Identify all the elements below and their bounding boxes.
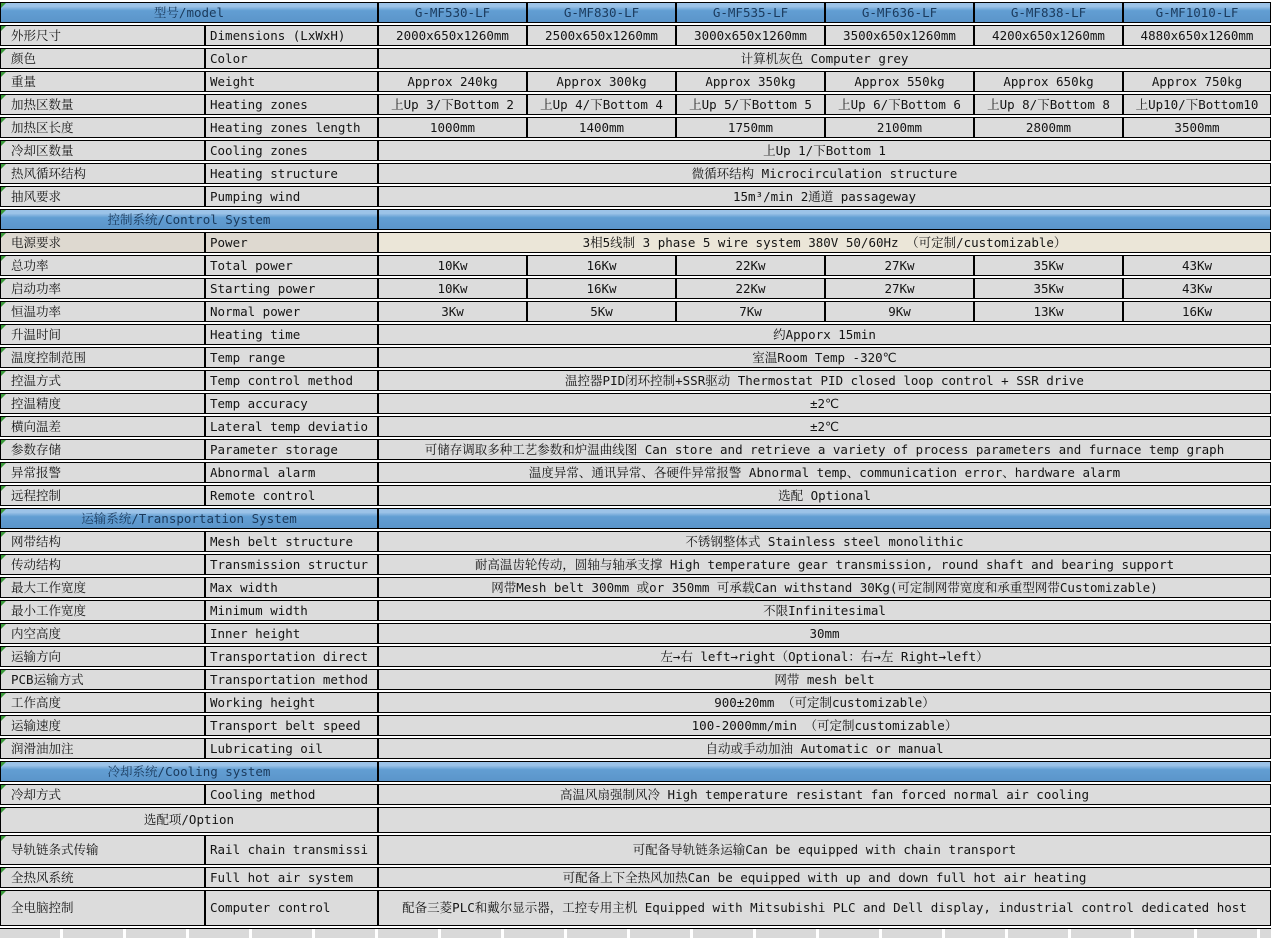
spec-value: Approx 300kg: [527, 71, 676, 92]
spec-label-cn: 运输速度: [0, 715, 205, 736]
spec-value: 2100mm: [825, 117, 974, 138]
spec-label-en: Cooling zones: [205, 140, 378, 161]
model-name: G-MF830-LF: [527, 2, 676, 23]
table-row: [0, 439, 1271, 460]
table-row: [0, 324, 1271, 345]
model-name: G-MF1010-LF: [1123, 2, 1271, 23]
spec-label-en: Temp control method: [205, 370, 378, 391]
spec-label-en: Transport belt speed: [205, 715, 378, 736]
table-row: [0, 600, 1271, 621]
table-row: [0, 301, 1271, 322]
spec-value: 3000x650x1260mm: [676, 25, 825, 46]
spec-label-en: Heating structure: [205, 163, 378, 184]
spec-label-cn: 冷却区数量: [0, 140, 205, 161]
spec-label-cn: 控温方式: [0, 370, 205, 391]
spec-value: 网带 mesh belt: [378, 669, 1271, 690]
spec-value: 27Kw: [825, 278, 974, 299]
section-row-control-system: [0, 209, 1271, 230]
table-row: [0, 25, 1271, 46]
spec-value: 计算机灰色 Computer grey: [378, 48, 1271, 69]
spec-label-cn: 全电脑控制: [0, 890, 205, 926]
spec-label-en: Abnormal alarm: [205, 462, 378, 483]
spec-value: 35Kw: [974, 255, 1123, 276]
table-row: [0, 278, 1271, 299]
spec-value: 35Kw: [974, 278, 1123, 299]
spec-label-en: Remote control: [205, 485, 378, 506]
spec-label-cn: 全热风系统: [0, 867, 205, 888]
section-row-transportation-system: [0, 508, 1271, 529]
spec-label-cn: 参数存储: [0, 439, 205, 460]
spec-label-cn: 润滑油加注: [0, 738, 205, 759]
model-header-row: [0, 2, 1271, 23]
spec-value: 13Kw: [974, 301, 1123, 322]
spec-label-cn: 温度控制范围: [0, 347, 205, 368]
spec-value: 1400mm: [527, 117, 676, 138]
spec-value: ±2℃: [378, 416, 1271, 437]
spec-label-en: Starting power: [205, 278, 378, 299]
spec-value: Approx 240kg: [378, 71, 527, 92]
spec-label-cn: 升温时间: [0, 324, 205, 345]
section-title: 控制系统/Control System: [0, 209, 378, 230]
table-row: [0, 255, 1271, 276]
spec-label-en: Lubricating oil: [205, 738, 378, 759]
table-row: [0, 140, 1271, 161]
section-filler: [378, 508, 1271, 529]
spec-value: 高温风扇强制风冷 High temperature resistant fan forced normal air cooling: [378, 784, 1271, 805]
spec-value: 10Kw: [378, 255, 527, 276]
spec-label-cn: 异常报警: [0, 462, 205, 483]
table-row: [0, 715, 1271, 736]
spec-value: 16Kw: [1123, 301, 1271, 322]
table-row: [0, 393, 1271, 414]
spec-value: Approx 650kg: [974, 71, 1123, 92]
spec-label-en: Transportation direct: [205, 646, 378, 667]
table-row: [0, 577, 1271, 598]
spec-value: 上Up 4/下Bottom 4: [527, 94, 676, 115]
spec-value: 室温Room Temp -320℃: [378, 347, 1271, 368]
spec-label-cn: 导轨链条式传输: [0, 835, 205, 865]
model-header-label: 型号/model: [0, 2, 378, 23]
spec-label-en: Color: [205, 48, 378, 69]
spec-label-en: Temp accuracy: [205, 393, 378, 414]
spec-value: 可配备导轨链条运输Can be equipped with chain transport: [378, 835, 1271, 865]
table-row: [0, 71, 1271, 92]
spec-value: 耐高温齿轮传动，圆轴与轴承支撑 High temperature gear transmission, round shaft and bearing support: [378, 554, 1271, 575]
table-row: [0, 186, 1271, 207]
spec-value: 22Kw: [676, 255, 825, 276]
table-row: [0, 646, 1271, 667]
table-row: [0, 531, 1271, 552]
spec-value: 温控器PID闭环控制+SSR驱动 Thermostat PID closed loop control + SSR drive: [378, 370, 1271, 391]
spec-value: 2800mm: [974, 117, 1123, 138]
spec-value: Approx 550kg: [825, 71, 974, 92]
spec-value: 10Kw: [378, 278, 527, 299]
spec-value: 2000x650x1260mm: [378, 25, 527, 46]
spec-value: 3500mm: [1123, 117, 1271, 138]
spec-label-en: Working height: [205, 692, 378, 713]
spec-label-cn: 总功率: [0, 255, 205, 276]
table-row: [0, 890, 1271, 926]
spec-value: 16Kw: [527, 278, 676, 299]
spec-value: 上Up 3/下Bottom 2: [378, 94, 527, 115]
model-name: G-MF530-LF: [378, 2, 527, 23]
spec-value: 温度异常、通讯异常、各硬件异常报警 Abnormal temp、communication error、hardware alarm: [378, 462, 1271, 483]
spec-label-cn: 重量: [0, 71, 205, 92]
spec-value: 配备三菱PLC和戴尔显示器，工控专用主机 Equipped with Mitsubishi PLC and Dell display, industrial control dedicated host: [378, 890, 1271, 926]
spec-label-cn: 冷却方式: [0, 784, 205, 805]
section-title: 运输系统/Transportation System: [0, 508, 378, 529]
spec-value: 4880x650x1260mm: [1123, 25, 1271, 46]
spec-value: ±2℃: [378, 393, 1271, 414]
spec-value: 可配备上下全热风加热Can be equipped with up and down full hot air heating: [378, 867, 1271, 888]
table-row: [0, 738, 1271, 759]
spec-value: 上Up 5/下Bottom 5: [676, 94, 825, 115]
section-filler: [378, 209, 1271, 230]
spec-label-cn: 颜色: [0, 48, 205, 69]
spec-value: 3相5线制 3 phase 5 wire system 380V 50/60Hz （可定制/customizable）: [378, 232, 1271, 253]
section-filler: [378, 761, 1271, 782]
spec-value: 3500x650x1260mm: [825, 25, 974, 46]
spec-label-cn: 恒温功率: [0, 301, 205, 322]
spec-value: 不限Infinitesimal: [378, 600, 1271, 621]
table-row: [0, 867, 1271, 888]
spec-label-en: Rail chain transmissi: [205, 835, 378, 865]
spec-value: 2500x650x1260mm: [527, 25, 676, 46]
spec-label-en: Weight: [205, 71, 378, 92]
spec-value: 43Kw: [1123, 278, 1271, 299]
spec-value: 7Kw: [676, 301, 825, 322]
spec-value: 1750mm: [676, 117, 825, 138]
table-row: [0, 835, 1271, 865]
spec-label-cn: 抽风要求: [0, 186, 205, 207]
spec-label-cn: 运输方向: [0, 646, 205, 667]
spec-value: 约Apporx 15min: [378, 324, 1271, 345]
spec-value: 上Up 8/下Bottom 8: [974, 94, 1123, 115]
spec-value: 1000mm: [378, 117, 527, 138]
spec-value: 网带Mesh belt 300mm 或or 350mm 可承载Can withstand 30Kg(可定制网带宽度和承重型网带Customizable): [378, 577, 1271, 598]
spec-value: Approx 350kg: [676, 71, 825, 92]
spec-label-en: Mesh belt structure: [205, 531, 378, 552]
spec-label-en: Full hot air system: [205, 867, 378, 888]
spec-label-cn: 工作高度: [0, 692, 205, 713]
spec-label-en: Inner height: [205, 623, 378, 644]
table-row: [0, 784, 1271, 805]
spec-label-cn: 网带结构: [0, 531, 205, 552]
spec-label-cn: 热风循环结构: [0, 163, 205, 184]
spec-value: 30mm: [378, 623, 1271, 644]
spec-label-cn: 控温精度: [0, 393, 205, 414]
spec-label-cn: 启动功率: [0, 278, 205, 299]
spec-label-cn: 加热区长度: [0, 117, 205, 138]
spec-label-en: Heating zones: [205, 94, 378, 115]
spec-value: 100-2000mm/min （可定制customizable）: [378, 715, 1271, 736]
spec-value: 左→右 left→right（Optional：右→左 Right→left）: [378, 646, 1271, 667]
spec-label-en: Lateral temp deviatio: [205, 416, 378, 437]
model-name: G-MF636-LF: [825, 2, 974, 23]
spec-value: 22Kw: [676, 278, 825, 299]
table-row: [0, 163, 1271, 184]
spec-label-en: Power: [205, 232, 378, 253]
spec-label-en: Parameter storage: [205, 439, 378, 460]
partial-next-row: [0, 928, 1271, 938]
spec-label-en: Minimum width: [205, 600, 378, 621]
spec-label-cn: 最小工作宽度: [0, 600, 205, 621]
spec-label-en: Transmission structur: [205, 554, 378, 575]
subsection-row-option: [0, 807, 1271, 833]
table-row: [0, 370, 1271, 391]
spec-value: 3Kw: [378, 301, 527, 322]
spec-value: 选配 Optional: [378, 485, 1271, 506]
table-row: [0, 94, 1271, 115]
spec-label-cn: 最大工作宽度: [0, 577, 205, 598]
spec-label-en: Pumping wind: [205, 186, 378, 207]
subsection-filler: [378, 807, 1271, 833]
spec-value: 自动或手动加油 Automatic or manual: [378, 738, 1271, 759]
table-row: [0, 347, 1271, 368]
spec-label-en: Temp range: [205, 347, 378, 368]
spec-value: 微循环结构 Microcirculation structure: [378, 163, 1271, 184]
spec-label-cn: 外形尺寸: [0, 25, 205, 46]
spec-label-cn: 传动结构: [0, 554, 205, 575]
table-row: [0, 232, 1271, 253]
spec-label-en: Computer control: [205, 890, 378, 926]
spec-value: 上Up 6/下Bottom 6: [825, 94, 974, 115]
spec-value: 5Kw: [527, 301, 676, 322]
table-row: [0, 669, 1271, 690]
spec-label-cn: 加热区数量: [0, 94, 205, 115]
spec-label-en: Heating time: [205, 324, 378, 345]
spec-value: 不锈钢整体式 Stainless steel monolithic: [378, 531, 1271, 552]
spec-value: 上Up10/下Bottom10: [1123, 94, 1271, 115]
spec-value: 4200x650x1260mm: [974, 25, 1123, 46]
spec-value: 900±20mm （可定制customizable）: [378, 692, 1271, 713]
spec-label-en: Max width: [205, 577, 378, 598]
spec-label-cn: 横向温差: [0, 416, 205, 437]
spec-label-en: Cooling method: [205, 784, 378, 805]
model-name: G-MF838-LF: [974, 2, 1123, 23]
table-row: [0, 485, 1271, 506]
spec-label-en: Heating zones length: [205, 117, 378, 138]
spec-label-en: Transportation method: [205, 669, 378, 690]
table-row: [0, 117, 1271, 138]
spec-label-en: Total power: [205, 255, 378, 276]
spec-value: 16Kw: [527, 255, 676, 276]
spec-value: 可储存调取多种工艺参数和炉温曲线图 Can store and retrieve a variety of process parameters and furnace temp graph: [378, 439, 1271, 460]
spec-value: 27Kw: [825, 255, 974, 276]
table-row: [0, 48, 1271, 69]
spec-value: 43Kw: [1123, 255, 1271, 276]
spec-label-cn: 电源要求: [0, 232, 205, 253]
subsection-title: 选配项/Option: [0, 807, 378, 833]
spec-value: 15m³/min 2通道 passageway: [378, 186, 1271, 207]
table-row: [0, 692, 1271, 713]
table-row: [0, 462, 1271, 483]
spec-label-cn: 远程控制: [0, 485, 205, 506]
spec-value: 9Kw: [825, 301, 974, 322]
spec-label-cn: PCB运输方式: [0, 669, 205, 690]
section-title: 冷却系统/Cooling system: [0, 761, 378, 782]
spec-label-cn: 内空高度: [0, 623, 205, 644]
spec-label-en: Normal power: [205, 301, 378, 322]
table-row: [0, 554, 1271, 575]
spec-value: 上Up 1/下Bottom 1: [378, 140, 1271, 161]
section-row-cooling-system: [0, 761, 1271, 782]
spec-value: Approx 750kg: [1123, 71, 1271, 92]
table-row: [0, 416, 1271, 437]
model-name: G-MF535-LF: [676, 2, 825, 23]
spec-label-en: Dimensions (LxWxH): [205, 25, 378, 46]
table-row: [0, 623, 1271, 644]
